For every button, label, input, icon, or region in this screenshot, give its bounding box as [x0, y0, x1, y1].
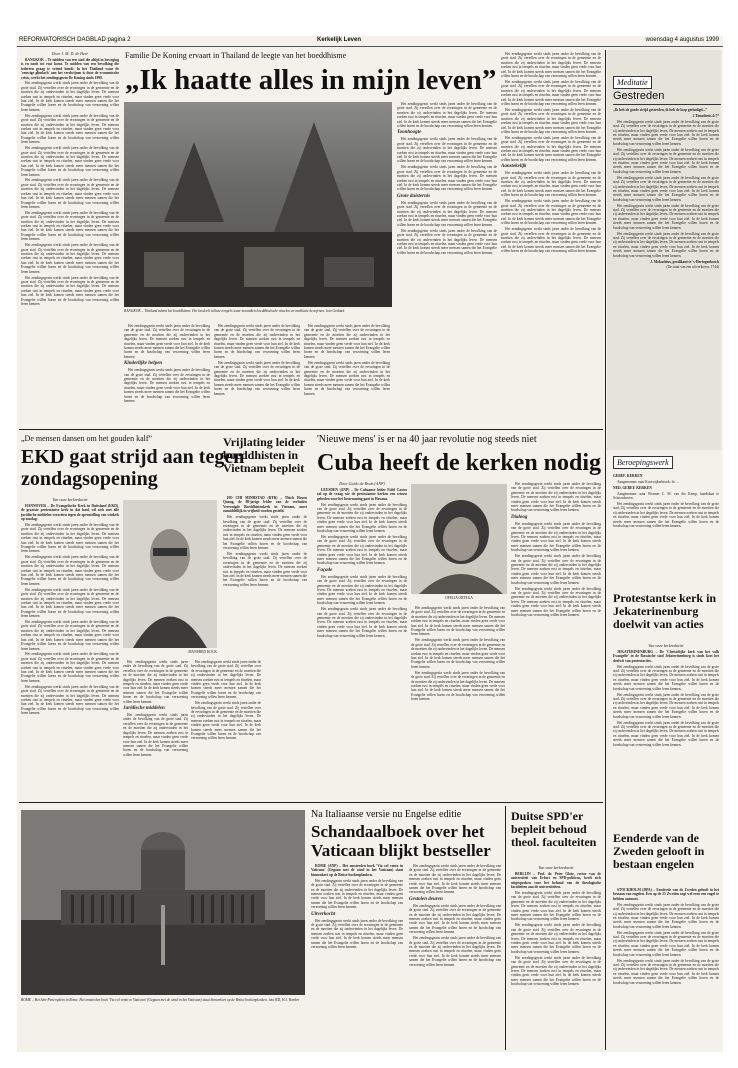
beroepingswerk-text	[613, 474, 719, 564]
st-peters-illustration	[21, 810, 305, 995]
vaticaan-kicker: Na Italiaanse versie nu Engelse editie	[311, 809, 462, 820]
section-divider-1	[19, 429, 603, 430]
meditation-quote: „Ik heb de goede strijd gestreden, ik heb de loop geëindigd...”	[613, 108, 708, 112]
lead-body-col-3	[304, 324, 390, 424]
spd-headline: Duitse SPD'er bepleit behoud theol. faculteiten	[511, 809, 597, 849]
header-center: Kerkelijk Leven	[317, 37, 362, 43]
ekd-photo	[123, 500, 217, 648]
filler: Het zendingsgezin werkt sinds jaren onder de bevolking van de grote stad. Zij vertellen over de ervaringen in de gemeente en de moeiten die zij ondervinden in het dagelijks leven. De mensen zoeken rust in tempels en rituelen, maar vinden geen vrede voor hun ziel. In de kerk komen steeds meer mensen samen die het Evangelie willen horen en de boodschap van verzoening willen leren kennen.	[511, 482, 601, 513]
spd-byline: Van onze kerkredactie	[538, 866, 574, 870]
vaticaan-photo	[21, 810, 305, 995]
spd-divider	[505, 806, 506, 1050]
filler: Het zendingsgezin werkt sinds jaren onder de bevolking van de grote stad. Zij vertellen over de ervaringen in de gemeente en de moeiten die zij ondervinden in het dagelijks leven. De mensen zoeken rust in tempels en rituelen, maar vinden geen vrede voor hun ziel. In de kerk komen steeds meer mensen samen die het Evangelie willen horen en de boodschap van verzoening willen leren kennen.	[21, 178, 119, 209]
filler: Het zendingsgezin werkt sinds jaren onder de bevolking van de grote stad. Zij vertellen over de ervaringen in de gemeente en de moeiten die zij ondervinden in het dagelijks leven. De mensen zoeken rust in tempels en rituelen, maar vinden geen vrede voor hun ziel. In de kerk komen steeds meer mensen samen die het Evangelie willen horen en de boodschap van verzoening willen leren kennen.	[123, 660, 188, 704]
filler: Het zendingsgezin werkt sinds jaren onder de bevolking van de grote stad. Zij vertellen over de ervaringen in de gemeente en de moeiten die zij ondervinden in het dagelijks leven. De mensen zoeken rust in tempels en rituelen, maar vinden geen vrede voor hun ziel. In de kerk komen steeds meer mensen samen die het Evangelie willen horen en de boodschap van verzoening willen leren kennen.	[411, 606, 505, 637]
cuba-kicker: 'Nieuwe mens' is er na 40 jaar revolutie nog steeds niet	[317, 434, 537, 445]
cuba-lead: LEUSDEN (ANP) – De Cubaanse leider Fidel Castro zal op de vraag wie de protestantse kerken een wissen gebeden voor het bestemming gaat in Havana.	[317, 487, 407, 501]
page-header	[17, 36, 723, 47]
filler: Het zendingsgezin werkt sinds jaren onder de bevolking van de grote stad. Zij vertellen over de ervaringen in de gemeente en de moeiten die zij ondervinden in het dagelijks leven. De mensen zoeken rust in tempels en rituelen, maar vinden geen vrede voor hun ziel. In de kerk komen steeds meer mensen samen die het Evangelie willen horen en de boodschap van verzoening willen leren kennen.	[511, 586, 601, 617]
sidebar-divider	[605, 50, 606, 1050]
lead-subhead-4: Aanstekelijk	[501, 164, 527, 170]
filler: Het zendingsgezin werkt sinds jaren onder de bevolking van de grote stad. Zij vertellen over de ervaringen in de gemeente en de moeiten die zij ondervinden in het dagelijks leven. De mensen zoeken rust in tempels en rituelen, maar vinden geen vrede voor hun ziel. In de kerk komen steeds meer mensen samen die het Evangelie willen horen en de boodschap van verzoening willen leren kennen.	[311, 878, 403, 910]
zweden-lead: STOCKHOLM (DPA) – Eenderde van de Zweden gelooft in het bestaan van engelen. Een op de 25 Zweden zegt wel eens een engel te hebben ontmoet.	[613, 888, 719, 901]
cuba-col-2	[411, 606, 505, 781]
lead-subhead-2: Toonhoogte	[397, 130, 422, 136]
filler: Het zendingsgezin werkt sinds jaren onder de bevolking van de grote stad. Zij vertellen over de ervaringen in de gemeente en de moeiten die zij ondervinden in het dagelijks leven. De mensen zoeken rust in tempels en rituelen, maar vinden geen vrede voor hun ziel. In de kerk komen steeds meer mensen samen die het Evangelie willen horen en de boodschap van verzoening willen leren kennen.	[613, 958, 719, 985]
filler: Het zendingsgezin werkt sinds jaren onder de bevolking van de grote stad. Zij vertellen over de ervaringen in de gemeente en de moeiten die zij ondervinden in het dagelijks leven. De mensen zoeken rust in tempels en rituelen, maar vinden geen vrede voor hun ziel. In de kerk komen steeds meer mensen samen die het Evangelie willen horen en de boodschap van verzoening willen leren kennen.	[21, 243, 119, 274]
filler: Het zendingsgezin werkt sinds jaren onder de bevolking van de grote stad. Zij vertellen over de ervaringen in de gemeente en de moeiten die zij ondervinden in het dagelijks leven. De mensen zoeken rust in tempels en rituelen, maar vinden geen vrede voor hun ziel. In de kerk komen steeds meer mensen samen die het Evangelie willen horen en de boodschap van verzoening willen leren kennen.	[124, 324, 210, 359]
filler: Het zendingsgezin werkt sinds jaren onder de bevolking van de grote stad. Zij vertellen over de ervaringen in de gemeente en de moeiten die zij ondervinden in het dagelijks leven. De mensen zoeken rust in tempels en rituelen, maar vinden geen vrede voor hun ziel. In de kerk komen steeds meer mensen samen die het Evangelie willen horen en de boodschap van verzoening willen leren kennen.	[21, 620, 119, 651]
filler: Het zendingsgezin werkt sinds jaren onder de bevolking van de grote stad. Zij vertellen over de ervaringen in de gemeente en de moeiten die zij ondervinden in het dagelijks leven. De mensen zoeken rust in tempels en rituelen, maar vinden geen vrede voor hun ziel. In de kerk komen steeds meer mensen samen die het Evangelie willen horen en de boodschap van verzoening willen leren kennen.	[411, 670, 505, 702]
filler: Het zendingsgezin werkt sinds jaren onder de bevolking van de grote stad. Zij vertellen over de ervaringen in de gemeente en de moeiten die zij ondervinden in het dagelijks leven. De mensen zoeken rust in tempels en rituelen, maar vinden geen vrede voor hun ziel. In de kerk komen steeds meer mensen samen die het Evangelie willen horen en de boodschap van verzoening willen leren kennen.	[21, 523, 119, 554]
vaticaan-lead: ROME (ANP) – Het omstreden boek 'Via col vento in Vaticano' (Gegaan met de wind in het Vaticaan) staat binnenkort op de Britse boekenplanken.	[311, 864, 403, 877]
filler: Het zendingsgezin werkt sinds jaren onder de bevolking van de grote stad. Zij vertellen over de ervaringen in de gemeente en de moeiten die zij ondervinden in het dagelijks leven. De mensen zoeken rust in tempels en rituelen, maar vinden geen vrede voor hun ziel. In de kerk komen steeds meer mensen samen die het Evangelie willen horen en de boodschap van verzoening willen leren kennen.	[317, 607, 407, 638]
filler: Het zendingsgezin werkt sinds jaren onder de bevolking van de grote stad. Zij vertellen over de ervaringen in de gemeente en de moeiten die zij ondervinden in het dagelijks leven. De mensen zoeken rust in tempels en rituelen, maar vinden geen vrede voor hun ziel. In de kerk komen steeds meer mensen samen die het Evangelie willen horen en de boodschap van verzoening willen leren kennen.	[613, 147, 719, 174]
filler: Het zendingsgezin werkt sinds jaren onder de bevolking van de grote stad. Zij vertellen over de ervaringen in de gemeente en de moeiten die zij ondervinden in het dagelijks leven. De mensen zoeken rust in tempels en rituelen, maar vinden geen vrede voor hun ziel. In de kerk komen steeds meer mensen samen die het Evangelie willen horen en de boodschap van verzoening willen leren kennen.	[397, 102, 497, 129]
vaticaan-col-1	[311, 864, 403, 1049]
filler: Het zendingsgezin werkt sinds jaren onder de bevolking van de grote stad. Zij vertellen over de ervaringen in de gemeente en de moeiten die zij ondervinden in het dagelijks leven. De mensen zoeken rust in tempels en rituelen, maar vinden geen vrede voor hun ziel. In de kerk komen steeds meer mensen samen die het Evangelie willen horen en de boodschap van verzoening willen leren kennen.	[613, 175, 719, 202]
lead-intro-column	[21, 52, 119, 432]
ekd-col-3	[191, 660, 261, 800]
filler: Het zendingsgezin werkt sinds jaren onder de bevolking van de grote stad. Zij vertellen over de ervaringen in de gemeente en de moeiten die zij ondervinden in het dagelijks leven. De mensen zoeken rust in tempels en rituelen, maar vinden geen vrede voor hun ziel. In de kerk komen steeds meer mensen samen die het Evangelie willen horen en de boodschap van verzoening willen leren kennen.	[123, 713, 188, 757]
filler: Het zendingsgezin werkt sinds jaren onder de bevolking van de grote stad. Zij vertellen over de ervaringen in de gemeente en de moeiten die zij ondervinden in het dagelijks leven. De mensen zoeken rust in tempels en rituelen, maar vinden geen vrede voor hun ziel. In de kerk komen steeds meer mensen samen die het Evangelie willen horen en de boodschap van verzoening willen leren kennen.	[511, 521, 601, 553]
cuba-subhead-1: Dialoog	[511, 514, 528, 520]
filler: Het zendingsgezin werkt sinds jaren onder de bevolking van de grote stad. Zij vertellen over de ervaringen in de gemeente en de moeiten die zij ondervinden in het dagelijks leven. De mensen zoeken rust in tempels en rituelen, maar vinden geen vrede voor hun ziel. In de kerk komen steeds meer mensen samen die het Evangelie willen horen en de boodschap van verzoening willen leren kennen.	[21, 81, 119, 112]
filler: Het zendingsgezin werkt sinds jaren onder de bevolking van de grote stad. Zij vertellen over de ervaringen in de gemeente en de moeiten die zij ondervinden in het dagelijks leven. De mensen zoeken rust in tempels en rituelen, maar vinden geen vrede voor hun ziel. In de kerk komen steeds meer mensen samen die het Evangelie willen horen en de boodschap van verzoening willen leren kennen.	[214, 360, 300, 396]
filler: Het zendingsgezin werkt sinds jaren onder de bevolking van de grote stad. Zij vertellen over de ervaringen in de gemeente en de moeiten die zij ondervinden in het dagelijks leven. De mensen zoeken rust in tempels en rituelen, maar vinden geen vrede voor hun ziel. In de kerk komen steeds meer mensen samen die het Evangelie willen horen en de boodschap van verzoening willen leren kennen.	[411, 638, 505, 669]
vietnam-lead: HO CHI MINHSTAD (RTR) – Thich Huyen Quang, de 80-jarige leider van de verboden Vereenigde Boeddhistenkerk in Vietnam, moet onmiddellijk in vrijheid worden gesteld.	[223, 496, 307, 514]
temple-illustration	[124, 102, 392, 307]
portrait-illustration	[123, 500, 217, 648]
lead-kicker: Familie De Koning ervaart in Thailand de leegte van het boeddhisme	[125, 51, 347, 60]
cuba-subhead-2: Façade	[317, 567, 333, 573]
lead-subhead-1: Kinderlijke helpen	[124, 361, 163, 367]
filler: Het zendingsgezin werkt sinds jaren onder de bevolking van de grote stad. Zij vertellen over de ervaringen in de gemeente en de moeiten die zij ondervinden in het dagelijks leven. De mensen zoeken rust in tempels en rituelen, maar vinden geen vrede voor hun ziel. In de kerk komen steeds meer mensen samen die het Evangelie willen horen en de boodschap van verzoening willen leren kennen.	[304, 360, 390, 396]
cuba-photo	[411, 484, 507, 594]
lead-intro: BANGKOK – Te midden van een stad die altijd in beweging is en nooit tot rust komt. Te midden van een bevolking die iedereen graag te vriend houdt. In het Thailand waar de 'eeuwige glimlach' aan het verdwijnen is door de economische crisis, werkt het zendingsgezin De Koning sinds 1990.	[21, 57, 119, 80]
filler: Het zendingsgezin werkt sinds jaren onder de bevolking van de grote stad. Zij vertellen over de ervaringen in de gemeente en de moeiten die zij ondervinden in het dagelijks leven. De mensen zoeken rust in tempels en rituelen, maar vinden geen vrede voor hun ziel. In de kerk komen steeds meer mensen samen die het Evangelie willen horen en de boodschap van verzoening willen leren kennen.	[613, 902, 719, 929]
filler: Het zendingsgezin werkt sinds jaren onder de bevolking van de grote stad. Zij vertellen over de ervaringen in de gemeente en de moeiten die zij ondervinden in het dagelijks leven. De mensen zoeken rust in tempels en rituelen, maar vinden geen vrede voor hun ziel. In de kerk komen steeds meer mensen samen die het Evangelie willen horen en de boodschap van verzoening willen leren kennen.	[511, 923, 601, 954]
beroep-text-1: Aangenomen: naar Kootwijkerbroek: ds. ...	[617, 479, 680, 484]
spd-text	[511, 866, 601, 1050]
filler: Het zendingsgezin werkt sinds jaren onder de bevolking van de grote stad. Zij vertellen over de ervaringen in de gemeente en de moeiten die zij ondervinden in het dagelijks leven. De mensen zoeken rust in tempels en rituelen, maar vinden geen vrede voor hun ziel. In de kerk komen steeds meer mensen samen die het Evangelie willen horen en de boodschap van verzoening willen leren kennen.	[21, 275, 119, 306]
cuba-byline: Door Guido de Bruin (ANP)	[339, 482, 385, 486]
filler: Het zendingsgezin werkt sinds jaren onder de bevolking van de grote stad. Zij vertellen over de ervaringen in de gemeente en de moeiten die zij ondervinden in het dagelijks leven. De mensen zoeken rust in tempels en rituelen, maar vinden geen vrede voor hun ziel. In de kerk komen steeds meer mensen samen die het Evangelie willen horen en de boodschap van verzoening willen leren kennen.	[311, 918, 403, 949]
vietnam-col-1	[223, 496, 307, 646]
filler: Het zendingsgezin werkt sinds jaren onder de bevolking van de grote stad. Zij vertellen over de ervaringen in de gemeente en de moeiten die zij ondervinden in het dagelijks leven. De mensen zoeken rust in tempels en rituelen, maar vinden geen vrede voor hun ziel. In de kerk komen steeds meer mensen samen die het Evangelie willen horen en de boodschap van verzoening willen leren kennen.	[409, 864, 501, 895]
meditation-text	[613, 108, 719, 438]
cuba-col-1	[317, 482, 407, 782]
beroepingswerk-tag: Beroepingswerk	[613, 456, 673, 469]
filler: Het zendingsgezin werkt sinds jaren onder de bevolking van de grote stad. Zij vertellen over de ervaringen in de gemeente en de moeiten die zij ondervinden in het dagelijks leven. De mensen zoeken rust in tempels en rituelen, maar vinden geen vrede voor hun ziel. In de kerk komen steeds meer mensen samen die het Evangelie willen horen en de boodschap van verzoening willen leren kennen.	[501, 199, 601, 226]
vaticaan-subhead-1: Uitverkocht	[311, 911, 336, 917]
lead-photo	[124, 102, 392, 307]
protestant-byline: Van onze kerkredactie	[648, 644, 684, 648]
filler: Het zendingsgezin werkt sinds jaren onder de bevolking van de grote stad. Zij vertellen over de ervaringen in de gemeente en de moeiten die zij ondervinden in het dagelijks leven. De mensen zoeken rust in tempels en rituelen, maar vinden geen vrede voor hun ziel. In de kerk komen steeds meer mensen samen die het Evangelie willen horen en de boodschap van verzoening willen leren kennen.	[511, 891, 601, 922]
filler: Het zendingsgezin werkt sinds jaren onder de bevolking van de grote stad. Zij vertellen over de ervaringen in de gemeente en de moeiten die zij ondervinden in het dagelijks leven. De mensen zoeken rust in tempels en rituelen, maar vinden geen vrede voor hun ziel. In de kerk komen steeds meer mensen samen die het Evangelie willen horen en de boodschap van verzoening willen leren kennen.	[613, 664, 719, 691]
filler: Het zendingsgezin werkt sinds jaren onder de bevolking van de grote stad. Zij vertellen over de ervaringen in de gemeente en de moeiten die zij ondervinden in het dagelijks leven. De mensen zoeken rust in tempels en rituelen, maar vinden geen vrede voor hun ziel. In de kerk komen steeds meer mensen samen die het Evangelie willen horen en de boodschap van verzoening willen leren kennen.	[21, 210, 119, 242]
filler: Het zendingsgezin werkt sinds jaren onder de bevolking van de grote stad. Zij vertellen over de ervaringen in de gemeente en de moeiten die zij ondervinden in het dagelijks leven. De mensen zoeken rust in tempels en rituelen, maar vinden geen vrede voor hun ziel. In de kerk komen steeds meer mensen samen die het Evangelie willen horen en de boodschap van verzoening willen leren kennen.	[501, 79, 601, 106]
filler: Het zendingsgezin werkt sinds jaren onder de bevolking van de grote stad. Zij vertellen over de ervaringen in de gemeente en de moeiten die zij ondervinden in het dagelijks leven. De mensen zoeken rust in tempels en rituelen, maar vinden geen vrede voor hun ziel. In de kerk komen steeds meer mensen samen die het Evangelie willen horen en de boodschap van verzoening willen leren kennen.	[511, 955, 601, 987]
filler: Het zendingsgezin werkt sinds jaren onder de bevolking van de grote stad. Zij vertellen over de ervaringen in de gemeente en de moeiten die zij ondervinden in het dagelijks leven. De mensen zoeken rust in tempels en rituelen, maar vinden geen vrede voor hun ziel. In de kerk komen steeds meer mensen samen die het Evangelie willen horen en de boodschap van verzoening willen leren kennen.	[501, 135, 601, 162]
meditation-tag: Meditatie	[613, 76, 652, 89]
vaticaan-photo-caption: ROME – Het Sint-Pietersplein in Rome. Het omstreden boek 'Via col vento in Vaticano' (Gegaan met de wind in het Vaticaan) staat binnenkort op de Britse boekenplanken. foto RD, H.J. Roeder	[21, 998, 300, 1002]
ekd-photo-caption: MANFRED KOCK	[188, 650, 217, 654]
spd-lead: BERLIJN – Prof. dr. Peter Glotz, rector van de universiteit van Erfurt en SPD-politicus, heeft zich uitgesproken voor het behoud van de theologische faculteiten aan de universiteiten.	[511, 871, 601, 890]
filler: Het zendingsgezin werkt sinds jaren onder de bevolking van de grote stad. Zij vertellen over de ervaringen in de gemeente en de moeiten die zij ondervinden in het dagelijks leven. De mensen zoeken rust in tempels en rituelen, maar vinden geen vrede voor hun ziel. In de kerk komen steeds meer mensen samen die het Evangelie willen horen en de boodschap van verzoening willen leren kennen.	[21, 146, 119, 177]
header-right: woensdag 4 augustus 1999	[645, 37, 719, 43]
lead-subhead-3: Grote duisternis	[397, 193, 431, 199]
filler: Het zendingsgezin werkt sinds jaren onder de bevolking van de grote stad. Zij vertellen over de ervaringen in de gemeente en de moeiten die zij ondervinden in het dagelijks leven. De mensen zoeken rust in tempels en rituelen, maar vinden geen vrede voor hun ziel. In de kerk komen steeds meer mensen samen die het Evangelie willen horen en de boodschap van verzoening willen leren kennen.	[317, 534, 407, 566]
filler: Het zendingsgezin werkt sinds jaren onder de bevolking van de grote stad. Zij vertellen over de ervaringen in de gemeente en de moeiten die zij ondervinden in het dagelijks leven. De mensen zoeken rust in tempels en rituelen, maar vinden geen vrede voor hun ziel. In de kerk komen steeds meer mensen samen die het Evangelie willen horen en de boodschap van verzoening willen leren kennen.	[21, 684, 119, 716]
filler: Het zendingsgezin werkt sinds jaren onder de bevolking van de grote stad. Zij vertellen over de ervaringen in de gemeente en de moeiten die zij ondervinden in het dagelijks leven. De mensen zoeken rust in tempels en rituelen, maar vinden geen vrede voor hun ziel. In de kerk komen steeds meer mensen samen die het Evangelie willen horen en de boodschap van verzoening willen leren kennen.	[397, 228, 497, 255]
filler: Het zendingsgezin werkt sinds jaren onder de bevolking van de grote stad. Zij vertellen over de ervaringen in de gemeente en de moeiten die zij ondervinden in het dagelijks leven. De mensen zoeken rust in tempels en rituelen, maar vinden geen vrede voor hun ziel. In de kerk komen steeds meer mensen samen die het Evangelie willen horen en de boodschap van verzoening willen leren kennen.	[124, 368, 210, 404]
header-left: REFORMATORISCH DAGBLAD pagina 2	[19, 37, 131, 43]
protestant-headline: Protestantse kerk in Jekaterinenburg doelwit van acties	[613, 591, 717, 631]
filler: Het zendingsgezin werkt sinds jaren onder de bevolking van de grote stad. Zij vertellen over de ervaringen in de gemeente en de moeiten die zij ondervinden in het dagelijks leven. De mensen zoeken rust in tempels en rituelen, maar vinden geen vrede voor hun ziel. In de kerk komen steeds meer mensen samen die het Evangelie willen horen en de boodschap van verzoening willen leren kennen.	[21, 555, 119, 586]
ekd-col-2	[123, 660, 188, 800]
ekd-headline: EKD gaat strijd aan tegen zondagsopening	[21, 446, 245, 490]
filler: Het zendingsgezin werkt sinds jaren onder de bevolking van de grote stad. Zij vertellen over de ervaringen in de gemeente en de moeiten die zij ondervinden in het dagelijks leven. De mensen zoeken rust in tempels en rituelen, maar vinden geen vrede voor hun ziel. In de kerk komen steeds meer mensen samen die het Evangelie willen horen en de boodschap van verzoening willen leren kennen.	[613, 203, 719, 230]
filler: Het zendingsgezin werkt sinds jaren onder de bevolking van de grote stad. Zij vertellen over de ervaringen in de gemeente en de moeiten die zij ondervinden in het dagelijks leven. De mensen zoeken rust in tempels en rituelen, maar vinden geen vrede voor hun ziel. In de kerk komen steeds meer mensen samen die het Evangelie willen horen en de boodschap van verzoening willen leren kennen.	[511, 554, 601, 585]
filler: Het zendingsgezin werkt sinds jaren onder de bevolking van de grote stad. Zij vertellen over de ervaringen in de gemeente en de moeiten die zij ondervinden in het dagelijks leven. De mensen zoeken rust in tempels en rituelen, maar vinden geen vrede voor hun ziel. In de kerk komen steeds meer mensen samen die het Evangelie willen horen en de boodschap van verzoening willen leren kennen.	[317, 502, 407, 534]
filler: Het zendingsgezin werkt sinds jaren onder de bevolking van de grote stad. Zij vertellen over de ervaringen in de gemeente en de moeiten die zij ondervinden in het dagelijks leven. De mensen zoeken rust in tempels en rituelen, maar vinden geen vrede voor hun ziel. In de kerk komen steeds meer mensen samen die het Evangelie willen horen en de boodschap van verzoening willen leren kennen.	[409, 936, 501, 967]
vaticaan-headline: Schandaalboek over het Vaticaan blijkt bestseller	[311, 822, 491, 860]
filler: Het zendingsgezin werkt sinds jaren onder de bevolking van de grote stad. Zij vertellen over de ervaringen in de gemeente en de moeiten die zij ondervinden in het dagelijks leven. De mensen zoeken rust in tempels en rituelen, maar vinden geen vrede voor hun ziel. In de kerk komen steeds meer mensen samen die het Evangelie willen horen en de boodschap van verzoening willen leren kennen.	[223, 515, 307, 550]
filler: Het zendingsgezin werkt sinds jaren onder de bevolking van de grote stad. Zij vertellen over de ervaringen in de gemeente en de moeiten die zij ondervinden in het dagelijks leven. De mensen zoeken rust in tempels en rituelen, maar vinden geen vrede voor hun ziel. In de kerk komen steeds meer mensen samen die het Evangelie willen horen en de boodschap van verzoening willen leren kennen.	[501, 171, 601, 198]
filler: Het zendingsgezin werkt sinds jaren onder de bevolking van de grote stad. Zij vertellen over de ervaringen in de gemeente en de moeiten die zij ondervinden in het dagelijks leven. De mensen zoeken rust in tempels en rituelen, maar vinden geen vrede voor hun ziel. In de kerk komen steeds meer mensen samen die het Evangelie willen horen en de boodschap van verzoening willen leren kennen.	[304, 324, 390, 359]
filler: Het zendingsgezin werkt sinds jaren onder de bevolking van de grote stad. Zij vertellen over de ervaringen in de gemeente en de moeiten die zij ondervinden in het dagelijks leven. De mensen zoeken rust in tempels en rituelen, maar vinden geen vrede voor hun ziel. In de kerk komen steeds meer mensen samen die het Evangelie willen horen en de boodschap van verzoening willen leren kennen.	[191, 660, 261, 700]
beroep-title-2: NED. GEREF. KERKEN	[613, 485, 652, 490]
lead-body-col-2	[214, 324, 300, 424]
meditation-signature-note: (De staat van een uitverkoren, 1744)	[666, 265, 719, 270]
meditation-ref: 2 Timotheüs 4:7*	[692, 113, 719, 118]
filler: Het zendingsgezin werkt sinds jaren onder de bevolking van de grote stad. Zij vertellen over de ervaringen in de gemeente en de moeiten die zij ondervinden in het dagelijks leven. De mensen zoeken rust in tempels en rituelen, maar vinden geen vrede voor hun ziel. In de kerk komen steeds meer mensen samen die het Evangelie willen horen en de boodschap van verzoening willen leren kennen.	[613, 119, 719, 146]
meditation-title: Gestreden	[613, 90, 721, 105]
filler: Het zendingsgezin werkt sinds jaren onder de bevolking van de grote stad. Zij vertellen over de ervaringen in de gemeente en de moeiten die zij ondervinden in het dagelijks leven. De mensen zoeken rust in tempels en rituelen, maar vinden geen vrede voor hun ziel. In de kerk komen steeds meer mensen samen die het Evangelie willen horen en de boodschap van verzoening willen leren kennen.	[397, 165, 497, 192]
vaticaan-photo-credit: foto RD, H.J. Roeder	[268, 998, 300, 1002]
filler: Het zendingsgezin werkt sinds jaren onder de bevolking van de grote stad. Zij vertellen over de ervaringen in de gemeente en de moeiten die zij ondervinden in het dagelijks leven. De mensen zoeken rust in tempels en rituelen, maar vinden geen vrede voor hun ziel. In de kerk komen steeds meer mensen samen die het Evangelie willen horen en de boodschap van verzoening willen leren kennen.	[397, 200, 497, 227]
filler: Het zendingsgezin werkt sinds jaren onder de bevolking van de grote stad. Zij vertellen over de ervaringen in de gemeente en de moeiten die zij ondervinden in het dagelijks leven. De mensen zoeken rust in tempels en rituelen, maar vinden geen vrede voor hun ziel. In de kerk komen steeds meer mensen samen die het Evangelie willen horen en de boodschap van verzoening willen leren kennen.	[613, 231, 719, 258]
filler: Het zendingsgezin werkt sinds jaren onder de bevolking van de grote stad. Zij vertellen over de ervaringen in de gemeente en de moeiten die zij ondervinden in het dagelijks leven. De mensen zoeken rust in tempels en rituelen, maar vinden geen vrede voor hun ziel. In de kerk komen steeds meer mensen samen die het Evangelie willen horen en de boodschap van verzoening willen leren kennen.	[317, 574, 407, 606]
filler: Het zendingsgezin werkt sinds jaren onder de bevolking van de grote stad. Zij vertellen over de ervaringen in de gemeente en de moeiten die zij ondervinden in het dagelijks leven. De mensen zoeken rust in tempels en rituelen, maar vinden geen vrede voor hun ziel. In de kerk komen steeds meer mensen samen die het Evangelie willen horen en de boodschap van verzoening willen leren kennen.	[397, 137, 497, 164]
section-divider-2	[19, 802, 603, 803]
zweden-text	[613, 888, 719, 1048]
lead-body-col-4	[397, 102, 497, 424]
beroep-title-1: GEREF. KERKEN	[613, 474, 643, 478]
filler: Het zendingsgezin werkt sinds jaren onder de bevolking van de grote stad. Zij vertellen over de ervaringen in de gemeente en de moeiten die zij ondervinden in het dagelijks leven. De mensen zoeken rust in tempels en rituelen, maar vinden geen vrede voor hun ziel. In de kerk komen steeds meer mensen samen die het Evangelie willen horen en de boodschap van verzoening willen leren kennen.	[613, 930, 719, 957]
protestant-text	[613, 644, 719, 822]
ekd-byline: Van onze kerkredactie	[52, 498, 88, 502]
cuba-photo-caption: OFELIA ORTEGA	[445, 596, 473, 600]
cuba-col-3	[511, 482, 601, 782]
protestant-lead: JEKATERINENBURG – De 'Christelijke kerk van het volk Evangelië' in de Russische stad Jekaterinenburg is sinds kort het doelwit van protestacties.	[613, 649, 719, 663]
lead-body-col-1	[124, 324, 210, 424]
lead-body-col-5	[501, 52, 601, 424]
ekd-lead: HANNOVER – De Evangelische Kerk in Duitsland (EKD), de grootste protestantse kerk in dat land, wil zich met alle juridische middelen verzetten tegen de openstelling van winkels op zondag.	[21, 503, 119, 522]
filler: Het zendingsgezin werkt sinds jaren onder de bevolking van de grote stad. Zij vertellen over de ervaringen in de gemeente en de moeiten die zij ondervinden in het dagelijks leven. De mensen zoeken rust in tempels en rituelen, maar vinden geen vrede voor hun ziel. In de kerk komen steeds meer mensen samen die het Evangelie willen horen en de boodschap van verzoening willen leren kennen.	[214, 324, 300, 359]
filler: Het zendingsgezin werkt sinds jaren onder de bevolking van de grote stad. Zij vertellen over de ervaringen in de gemeente en de moeiten die zij ondervinden in het dagelijks leven. De mensen zoeken rust in tempels en rituelen, maar vinden geen vrede voor hun ziel. In de kerk komen steeds meer mensen samen die het Evangelie willen horen en de boodschap van verzoening willen leren kennen.	[501, 52, 601, 79]
cuba-headline: Cuba heeft de kerken nodig	[317, 450, 602, 476]
filler: Het zendingsgezin werkt sinds jaren onder de bevolking van de grote stad. Zij vertellen over de ervaringen in de gemeente en de moeiten die zij ondervinden in het dagelijks leven. De mensen zoeken rust in tempels en rituelen, maar vinden geen vrede voor hun ziel. In de kerk komen steeds meer mensen samen die het Evangelie willen horen en de boodschap van verzoening willen leren kennen.	[223, 551, 307, 587]
vietnam-headline: Vrijlating leider boeddhisten in Vietnam bepleit	[223, 435, 305, 475]
ekd-col-1	[21, 498, 119, 798]
filler: Het zendingsgezin werkt sinds jaren onder de bevolking van de grote stad. Zij vertellen over de ervaringen in de gemeente en de moeiten die zij ondervinden in het dagelijks leven. De mensen zoeken rust in tempels en rituelen, maar vinden geen vrede voor hun ziel. In de kerk komen steeds meer mensen samen die het Evangelie willen horen en de boodschap van verzoening willen leren kennen.	[21, 652, 119, 683]
portrait-illustration	[411, 484, 507, 594]
filler: Het zendingsgezin werkt sinds jaren onder de bevolking van de grote stad. Zij vertellen over de ervaringen in de gemeente en de moeiten die zij ondervinden in het dagelijks leven. De mensen zoeken rust in tempels en rituelen, maar vinden geen vrede voor hun ziel. In de kerk komen steeds meer mensen samen die het Evangelie willen horen en de boodschap van verzoening willen leren kennen.	[21, 587, 119, 619]
lead-byline: Door J. M. D. de Heer	[51, 52, 89, 56]
filler: Het zendingsgezin werkt sinds jaren onder de bevolking van de grote stad. Zij vertellen over de ervaringen in de gemeente en de moeiten die zij ondervinden in het dagelijks leven. De mensen zoeken rust in tempels en rituelen, maar vinden geen vrede voor hun ziel. In de kerk komen steeds meer mensen samen die het Evangelie willen horen en de boodschap van verzoening willen leren kennen.	[613, 502, 719, 529]
lead-headline: „Ik haatte alles in mijn leven”	[125, 64, 497, 96]
ekd-kicker: „De mensen dansen om het gouden kalf”	[21, 434, 153, 443]
lead-photo-caption: BANGKOK – Thailand ademt het boeddhisme. Het land telt talloze tempels waar monniken boeddhistische rituelen en meditatie beoefenen. foto Gerhard	[124, 309, 345, 313]
filler: Het zendingsgezin werkt sinds jaren onder de bevolking van de grote stad. Zij vertellen over de ervaringen in de gemeente en de moeiten die zij ondervinden in het dagelijks leven. De mensen zoeken rust in tempels en rituelen, maar vinden geen vrede voor hun ziel. In de kerk komen steeds meer mensen samen die het Evangelie willen horen en de boodschap van verzoening willen leren kennen.	[409, 903, 501, 935]
meditation-signature: J. Mobachius, predikant te 's-Hertogenbosch	[650, 259, 719, 264]
filler: Het zendingsgezin werkt sinds jaren onder de bevolking van de grote stad. Zij vertellen over de ervaringen in de gemeente en de moeiten die zij ondervinden in het dagelijks leven. De mensen zoeken rust in tempels en rituelen, maar vinden geen vrede voor hun ziel. In de kerk komen steeds meer mensen samen die het Evangelie willen horen en de boodschap van verzoening willen leren kennen.	[501, 107, 601, 134]
ekd-subhead-1: Juridische middelen	[123, 706, 165, 712]
lead-photo-credit: foto Gerhard	[325, 309, 345, 313]
newspaper-page	[17, 36, 723, 1052]
filler: Het zendingsgezin werkt sinds jaren onder de bevolking van de grote stad. Zij vertellen over de ervaringen in de gemeente en de moeiten die zij ondervinden in het dagelijks leven. De mensen zoeken rust in tempels en rituelen, maar vinden geen vrede voor hun ziel. In de kerk komen steeds meer mensen samen die het Evangelie willen horen en de boodschap van verzoening willen leren kennen.	[191, 701, 261, 741]
vaticaan-subhead-2: Gestolen deuren	[409, 896, 443, 902]
filler: Het zendingsgezin werkt sinds jaren onder de bevolking van de grote stad. Zij vertellen over de ervaringen in de gemeente en de moeiten die zij ondervinden in het dagelijks leven. De mensen zoeken rust in tempels en rituelen, maar vinden geen vrede voor hun ziel. In de kerk komen steeds meer mensen samen die het Evangelie willen horen en de boodschap van verzoening willen leren kennen.	[613, 692, 719, 719]
zweden-headline: Eenderde van de Zweden gelooft in bestaan engelen	[613, 831, 705, 871]
filler: Het zendingsgezin werkt sinds jaren onder de bevolking van de grote stad. Zij vertellen over de ervaringen in de gemeente en de moeiten die zij ondervinden in het dagelijks leven. De mensen zoeken rust in tempels en rituelen, maar vinden geen vrede voor hun ziel. In de kerk komen steeds meer mensen samen die het Evangelie willen horen en de boodschap van verzoening willen leren kennen.	[501, 227, 601, 254]
beroep-text-2: Aangenomen: naar Wormer C. M. van der Kemp, kandidaat te Schoonhoven.	[613, 491, 719, 501]
filler: Het zendingsgezin werkt sinds jaren onder de bevolking van de grote stad. Zij vertellen over de ervaringen in de gemeente en de moeiten die zij ondervinden in het dagelijks leven. De mensen zoeken rust in tempels en rituelen, maar vinden geen vrede voor hun ziel. In de kerk komen steeds meer mensen samen die het Evangelie willen horen en de boodschap van verzoening willen leren kennen.	[613, 720, 719, 747]
filler: Het zendingsgezin werkt sinds jaren onder de bevolking van de grote stad. Zij vertellen over de ervaringen in de gemeente en de moeiten die zij ondervinden in het dagelijks leven. De mensen zoeken rust in tempels en rituelen, maar vinden geen vrede voor hun ziel. In de kerk komen steeds meer mensen samen die het Evangelie willen horen en de boodschap van verzoening willen leren kennen.	[21, 113, 119, 145]
vaticaan-col-2	[409, 864, 501, 1049]
